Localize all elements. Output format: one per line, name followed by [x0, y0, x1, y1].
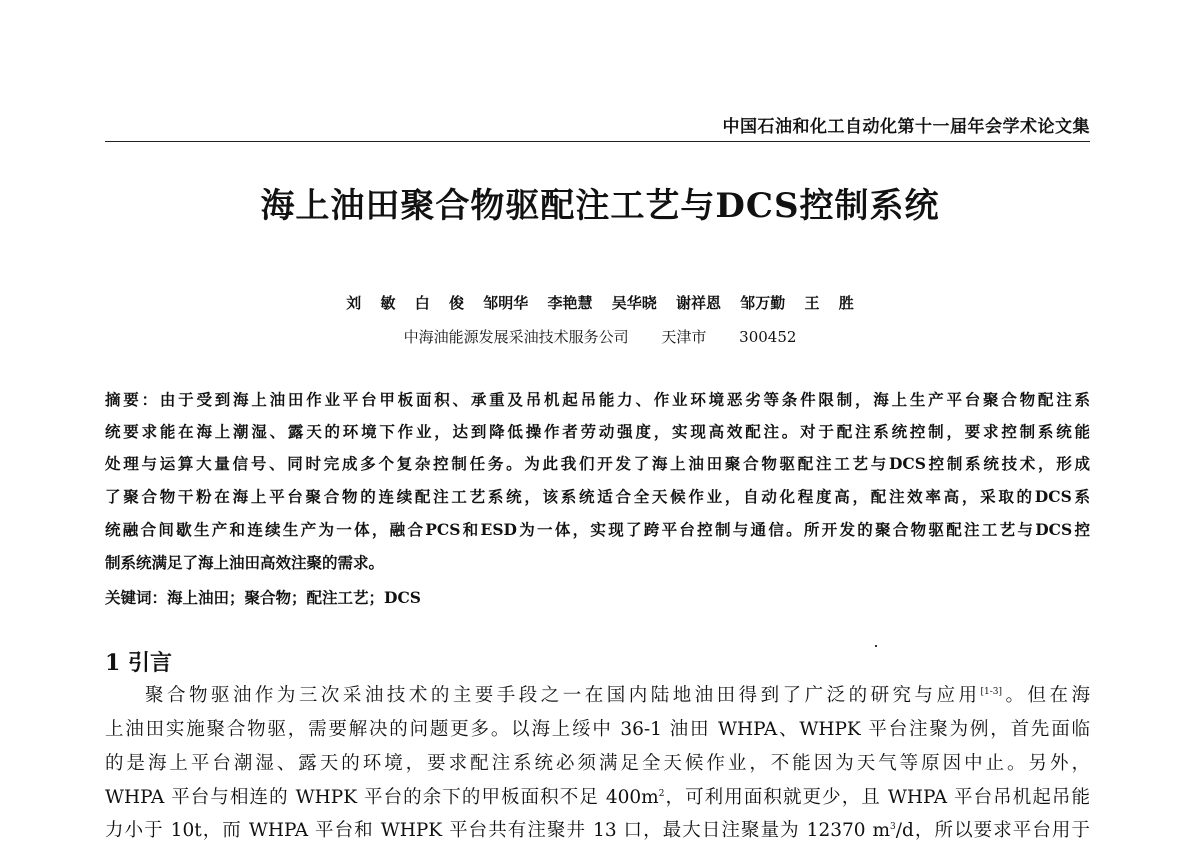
author: 邹明华: [483, 294, 529, 312]
body-text-span: 聚合物驱油作为三次采油技术的主要手段之一在国内陆地油田得到了广泛的研究与应用: [145, 685, 981, 706]
affiliation-org: 中海油能源发展采油技术服务公司: [403, 328, 629, 346]
body-text-span: ，可利用面积就更少，且 WHPA 平台吊机起吊能: [664, 787, 1090, 808]
author: 邹万勤: [740, 294, 786, 312]
paper-title: 海上油田聚合物驱配注工艺与DCS控制系统: [260, 186, 940, 226]
body-line: 上油田实施聚合物驱，需要解决的问题更多。以海上绥中 36-1 油田 WHPA、WHPK 平台注聚为例，首先面临: [105, 719, 1090, 740]
keywords: 关键词：海上油田；聚合物；配注工艺；DCS: [105, 588, 421, 607]
running-header: 中国石油和化工自动化第十一届年会学术论文集: [722, 117, 1090, 137]
author: 刘 敏: [346, 294, 396, 312]
body-line: [145, 681, 1090, 707]
body-text-span: WHPA 平台与相连的 WHPK 平台的余下的甲板面积不足 400m: [105, 787, 659, 808]
author: 王 胜: [804, 294, 854, 312]
superscript: 3: [890, 821, 896, 832]
abstract-line: 统融合间歇生产和连续生产为一体，融合PCS和ESD为一体，实现了跨平台控制与通信。所开发的聚合物驱配注工艺与DCS控: [105, 520, 1090, 539]
abstract-line: 了聚合物干粉在海上平台聚合物的连续配注工艺系统，该系统适合全天候作业，自动化程度高，配注效率高，采取的DCS系: [105, 487, 1090, 506]
abstract-line: 摘要：由于受到海上油田作业平台甲板面积、承重及吊机起吊能力、作业环境恶劣等条件限制，海上生产平台聚合物配注系: [105, 390, 1090, 409]
body-line: 的是海上平台潮湿、露天的环境，要求配注系统必须满足全天候作业，不能因为天气等原因中止。另外，: [105, 753, 1090, 774]
abstract-line: 统要求能在海上潮湿、露天的环境下作业，达到降低操作者劳动强度，实现高效配注。对于配注系统控制，要求控制系统能: [105, 422, 1090, 441]
header-rule: [105, 141, 1090, 142]
author: 李艳慧: [547, 294, 593, 312]
section-heading: 1 引言: [105, 650, 172, 676]
citation: [1-3]: [980, 686, 1003, 697]
author-list: [0, 292, 1200, 313]
abstract-line: 制系统满足了海上油田高效注聚的需求。: [105, 553, 385, 572]
body-line: [105, 816, 1090, 842]
affiliation-city: 天津市: [661, 328, 707, 346]
abstract-line: 处理与运算大量信号、同时完成多个复杂控制任务。为此我们开发了海上油田聚合物驱配注工艺与DCS控制系统技术，形成: [105, 454, 1090, 473]
author: 谢祥恩: [675, 294, 721, 312]
superscript: 2: [658, 788, 665, 799]
scan-speck: [875, 645, 877, 647]
body-text-span: 力小于 10t，而 WHPA 平台和 WHPK 平台共有注聚井 13 口，最大日注聚量为 12370 m: [105, 820, 891, 841]
author: 吴华晓: [611, 294, 657, 312]
author: 白 俊: [414, 294, 464, 312]
affiliation-postcode: 300452: [739, 328, 797, 346]
affiliation: [0, 326, 1200, 347]
body-text-span: 。但在海: [1002, 685, 1090, 706]
body-line: [105, 783, 1090, 809]
body-text-span: /d，所以要求平台用于: [895, 820, 1091, 841]
